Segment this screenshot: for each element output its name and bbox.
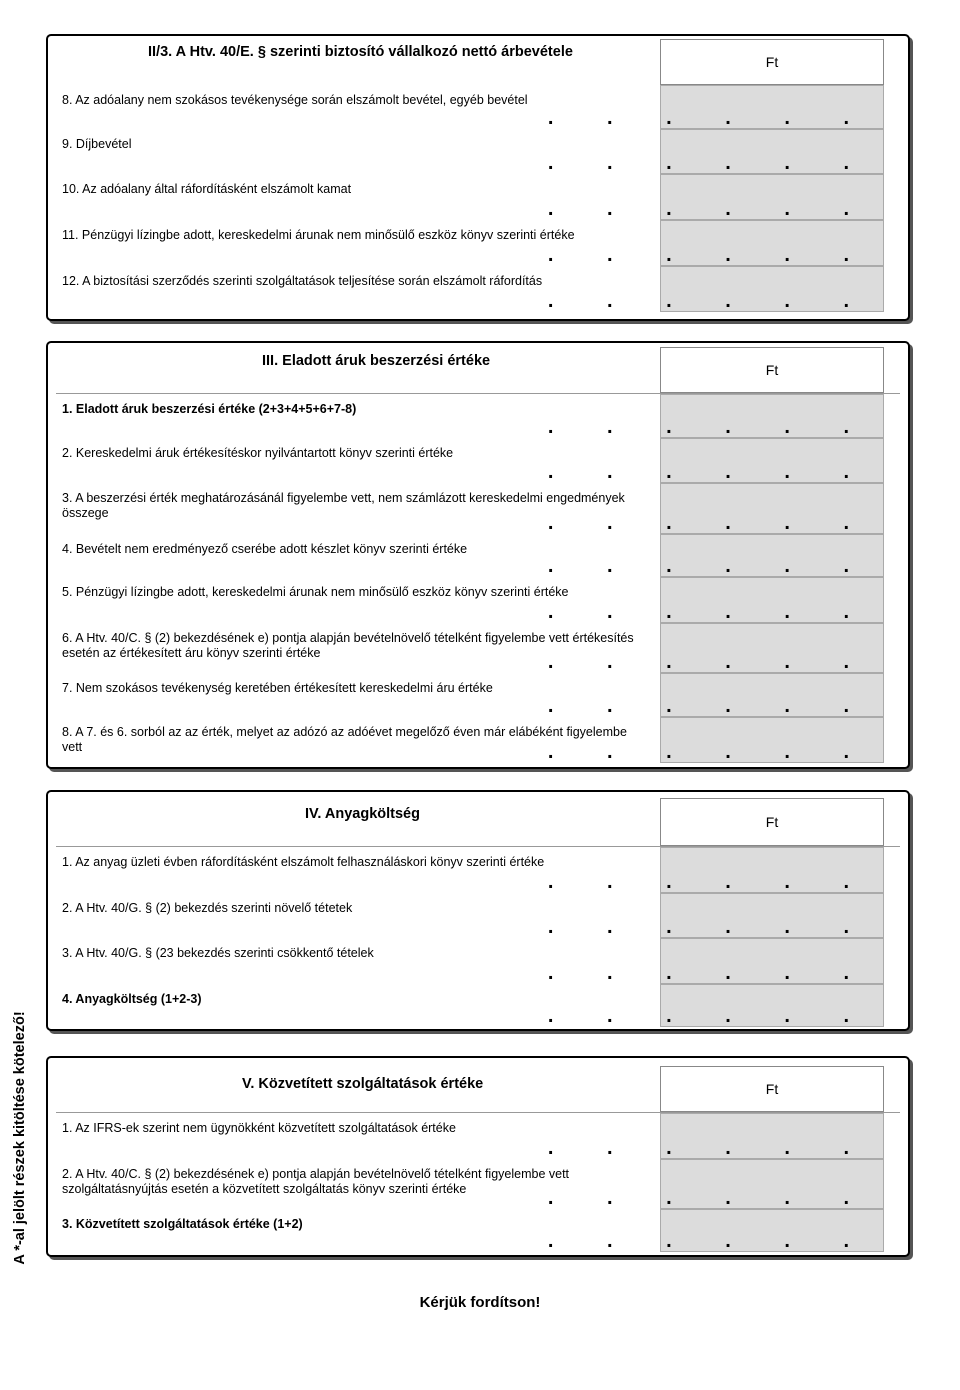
row-label: 8. Az adóalany nem szokásos tevékenysége során elszámolt bevétel, egyéb bevétel: [62, 93, 528, 107]
dots: . . . . . .: [547, 601, 873, 623]
value-field[interactable]: [547, 984, 884, 1027]
table-row: [48, 577, 908, 623]
section-title: III. Eladott áruk beszerzési értéke: [262, 353, 491, 369]
table-row: [48, 847, 908, 893]
table-row: [48, 893, 908, 938]
table-row: [48, 438, 908, 483]
dots: . . . . . .: [547, 461, 873, 483]
dots: . . . . . .: [547, 1005, 873, 1027]
row-label: 11. Pénzügyi lízingbe adott, kereskedelmi árunak nem minősülő eszköz könyv szerinti értéke: [62, 228, 575, 242]
row-label: 3. A beszerzési érték meghatározásánál figyelembe vett, nem számlázott kereskedelmi engedmények összege: [62, 491, 625, 520]
section-title: IV. Anyagköltség: [305, 806, 420, 822]
currency-header: Ft: [660, 39, 884, 85]
table-row: [48, 1113, 908, 1159]
row-label: 8. A 7. és 6. sorból az az érték, melyet az adózó az adóévet megelőző éven már elábéként figyelembe vett: [62, 725, 627, 754]
row-label: 1. Az IFRS-ek szerint nem ügynökként közvetített szolgáltatások értéke: [62, 1121, 456, 1135]
value-field[interactable]: [547, 266, 884, 312]
dots: . . . . . .: [547, 962, 873, 984]
dots: . . . . . .: [547, 695, 873, 717]
dots: . . . . . .: [547, 916, 873, 938]
value-field[interactable]: [547, 534, 884, 577]
value-field[interactable]: [547, 623, 884, 673]
row-label: 6. A Htv. 40/C. § (2) bekezdésének e) pontja alapján bevételnövelő tételként figyelembe vett értékesítés esetén az értékesített áru könyv szerinti értéke: [62, 631, 634, 660]
value-field[interactable]: [547, 220, 884, 266]
dots: . . . . . .: [547, 290, 873, 312]
row-label: 5. Pénzügyi lízingbe adott, kereskedelmi árunak nem minősülő eszköz könyv szerinti értéke: [62, 585, 569, 599]
table-row: [48, 673, 908, 717]
row-label: 7. Nem szokásos tevékenység keretében értékesített kereskedelmi áru értéke: [62, 681, 493, 695]
table-row: [48, 266, 908, 312]
currency-header: Ft: [660, 347, 884, 393]
table-row: [48, 623, 908, 673]
table-row: [48, 938, 908, 984]
page-footer: Kérjük fordítson!: [419, 1294, 541, 1311]
row-label: 1. Az anyag üzleti évben ráfordításként elszámolt felhasználáskori könyv szerinti értéke: [62, 855, 545, 869]
dots: . . . . . .: [547, 198, 873, 220]
section-title: V. Közvetített szolgáltatások értéke: [242, 1076, 484, 1092]
mandatory-note: [4, 1010, 36, 1266]
value-field[interactable]: [547, 893, 884, 938]
row-label: 4. Bevételt nem eredményező cserébe adott készlet könyv szerinti értéke: [62, 542, 468, 556]
row-label: 2. Kereskedelmi áruk értékesítéskor nyilvántartott könyv szerinti értéke: [62, 446, 454, 460]
row-label: 3. A Htv. 40/G. § (23 bekezdés szerinti csökkentő tételek: [62, 946, 374, 960]
row-label: 2. A Htv. 40/G. § (2) bekezdés szerinti növelő tétetek: [62, 901, 353, 915]
dots: . . . . . .: [547, 244, 873, 266]
value-field[interactable]: [547, 577, 884, 623]
dots: . . . . . .: [547, 871, 873, 893]
value-field[interactable]: [547, 394, 884, 438]
table-row: [48, 534, 908, 577]
value-field[interactable]: [547, 847, 884, 893]
value-field[interactable]: [547, 938, 884, 984]
row-label: 3. Közvetített szolgáltatások értéke (1+2): [62, 1217, 303, 1231]
table-row: [48, 1159, 908, 1209]
table-row: [48, 220, 908, 266]
table-row: [48, 85, 908, 129]
dots: . . . . . .: [547, 741, 873, 763]
dots: . . . . . .: [547, 1137, 873, 1159]
table-row: [48, 394, 908, 438]
dots: . . . . . .: [547, 651, 873, 673]
dots: . . . . . .: [547, 1230, 873, 1252]
section-5: [46, 1056, 910, 1257]
value-field[interactable]: [547, 85, 884, 129]
section-4: [46, 790, 910, 1031]
table-row: [48, 129, 908, 174]
dots: . . . . . .: [547, 152, 873, 174]
dots: . . . . . .: [547, 107, 873, 129]
value-field[interactable]: [547, 174, 884, 220]
value-field[interactable]: [547, 1209, 884, 1252]
row-label: 2. A Htv. 40/C. § (2) bekezdésének e) pontja alapján bevételnövelő tételként figyelembe vett szolgáltatásnyújtás esetén a közvetített szolgáltatás könyv szerinti értéke: [62, 1167, 570, 1196]
value-field[interactable]: [547, 483, 884, 534]
row-label: 9. Díjbevétel: [62, 137, 132, 151]
table-row: [48, 483, 908, 534]
value-field[interactable]: [547, 1113, 884, 1159]
table-row: [48, 174, 908, 220]
mandatory-note-text: A *-al jelölt részek kitöltése kötelező!: [12, 1011, 28, 1265]
table-row: [48, 1209, 908, 1252]
currency-header: Ft: [660, 1066, 884, 1112]
value-field[interactable]: [547, 673, 884, 717]
value-field[interactable]: [547, 129, 884, 174]
section-3: [46, 341, 910, 769]
dots: . . . . . .: [547, 416, 873, 438]
value-field[interactable]: [547, 1159, 884, 1209]
row-label: 12. A biztosítási szerződés szerinti szolgáltatások teljesítése során elszámolt ráfordítás: [62, 274, 543, 288]
dots: . . . . . .: [547, 1187, 873, 1209]
row-label: 10. Az adóalany által ráfordításként elszámolt kamat: [62, 182, 352, 196]
dots: . . . . . .: [547, 555, 873, 577]
section-2-3: [46, 34, 910, 321]
value-field[interactable]: [547, 717, 884, 763]
dots: . . . . . .: [547, 512, 873, 534]
table-row: [48, 717, 908, 763]
table-row: [48, 984, 908, 1027]
value-field[interactable]: [547, 438, 884, 483]
row-label: 4. Anyagköltség (1+2-3): [62, 992, 202, 1006]
row-label: 1. Eladott áruk beszerzési értéke (2+3+4+5+6+7-8): [62, 402, 357, 416]
currency-header: Ft: [660, 798, 884, 846]
section-title: II/3. A Htv. 40/E. § szerinti biztosító vállalkozó nettó árbevétele: [148, 44, 573, 60]
